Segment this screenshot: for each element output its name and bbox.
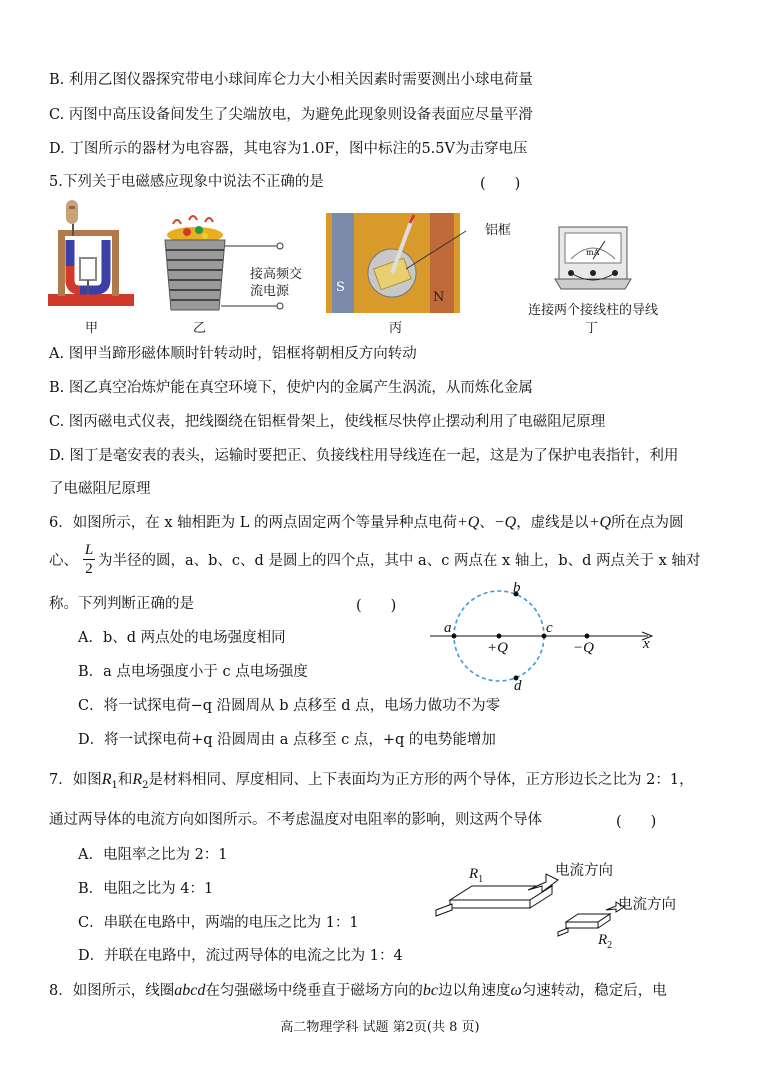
q6-charge-negative: −Q (493, 514, 517, 531)
q5-option-c: C. 图丙磁电式仪表，把线圈绕在铝框骨架上，使线框尽快停止摆动利用了电磁阻尼原理 (49, 414, 606, 430)
q5-figure-ding-meter: mA (586, 248, 600, 257)
q4-option-b: B. 利用乙图仪器探究带电小球间库仑力大小相关因素时需要测出小球电荷量 (49, 72, 533, 88)
q7-stem-text-a: 7．如图 (49, 772, 102, 788)
q7-stem-line2: 通过两导体的电流方向如图所示。不考虑温度对电阻率的影响，则这两个导体 (49, 812, 542, 828)
q6-fraction-numerator: L (84, 542, 94, 558)
q8-stem-text-c: 边以角速度 (437, 983, 511, 999)
q5-figure-ding-label: 丁 (585, 321, 599, 336)
q7-option-a: A．电阻率之比为 2：1 (78, 847, 228, 863)
q7-figure-current1: 电流方向 (555, 863, 613, 879)
q6-label-pos: +Q (487, 640, 508, 656)
q6-charge-positive: +Q (456, 514, 480, 531)
q7-figure-current2: 电流方向 (618, 897, 676, 913)
q8-omega: ω (510, 982, 522, 999)
q6-label-x: x (643, 636, 650, 652)
q6-figure (420, 585, 660, 695)
q7-answer-blank: ( ) (616, 814, 657, 830)
q6-option-a: A．b、d 两点处的电场强度相同 (78, 630, 286, 646)
q6-stem-line1 (49, 513, 684, 533)
q6-stem-text-a: 6．如图所示，在 x 轴相距为 L 的两点固定两个等量异种点电荷 (49, 515, 457, 531)
q5-option-d-line1: D. 图丁是毫安表的表头，运输时要把正、负接线柱用导线连在一起，这是为了保护电表指针，利用 (49, 448, 679, 464)
q7-figure-r2-sub: 2 (607, 940, 613, 951)
q7-r1: R (101, 771, 112, 788)
q6-stem-line3: 称。下列判断正确的是 (49, 596, 194, 612)
q6-charge-positive-center: +Q (588, 514, 612, 531)
q6-separator: 、 (479, 515, 494, 531)
q8-stem-text-d: 匀速转动，稳定后，电 (521, 983, 667, 999)
q5-figure-bing-label: 丙 (389, 321, 403, 336)
q5-figure-yi-text1: 接高频交 (250, 267, 303, 282)
q6-stem-text-c: 所在点为圆 (611, 515, 684, 531)
q5-figure-bing-s: S (336, 280, 345, 295)
q5-figure-ding (553, 223, 633, 299)
q5-option-b: B. 图乙真空冶炼炉能在真空环境下，使炉内的金属产生涡流，从而炼化金属 (49, 380, 533, 396)
q5-figure-bing-n: N (433, 290, 445, 305)
q6-label-d: d (514, 678, 522, 694)
q6-label-a: a (444, 620, 452, 636)
q7-figure-r1-letter: R (469, 866, 479, 882)
q6-stem-line2b: 为半径的圆，a、b、c、d 是圆上的四个点，其中 a、c 两点在 x 轴上，b、d 两点关于 x 轴对 (98, 553, 701, 569)
page-footer: 高二物理学科 试题 第2页(共 8 页) (280, 1020, 480, 1035)
q6-option-b: B．a 点电场强度小于 c 点电场强度 (78, 664, 308, 680)
q5-figure-jia-label: 甲 (85, 321, 99, 336)
q7-r2: R (132, 771, 143, 788)
q5-figure-ding-text: 连接两个接线柱的导线 (528, 303, 659, 318)
q6-fraction (83, 541, 95, 578)
q8-stem-text-a: 8．如图所示，线圈 (49, 983, 175, 999)
q6-stem-text-d: 心、 (49, 553, 78, 569)
q7-figure-r1-sub: 1 (478, 874, 484, 885)
q7-and: 和 (117, 772, 133, 788)
q6-label-c: c (546, 620, 553, 636)
q7-option-b: B．电阻之比为 4：1 (78, 881, 214, 897)
q7-r1-sub: 1 (111, 779, 118, 791)
q5-figure-jia (44, 196, 144, 316)
q5-answer-blank: ( ) (480, 176, 521, 192)
q8-abcd: abcd (174, 982, 206, 999)
q7-stem-line1 (49, 770, 694, 796)
q7-figure-r1 (469, 866, 483, 885)
q5-figure-yi-label: 乙 (193, 321, 207, 336)
q8-stem-line1 (49, 981, 667, 1001)
q5-option-d-line2: 了电磁阻尼原理 (49, 481, 151, 497)
q6-option-d: D．将一试探电荷+q 沿圆周由 a 点移至 c 点，+q 的电势能增加 (78, 732, 496, 748)
q6-fraction-denominator: 2 (85, 561, 93, 577)
q5-option-a: A. 图甲当蹄形磁体顺时针转动时，铝框将朝相反方向转动 (49, 346, 417, 362)
q5-figure-bing-callout: 铝框 (485, 223, 512, 238)
q6-answer-blank: ( ) (356, 598, 397, 614)
q4-option-c: C. 丙图中高压设备间发生了尖端放电，为避免此现象则设备表面应尽量平滑 (49, 107, 533, 123)
q7-figure-r2-letter: R (598, 932, 608, 948)
q6-stem-text-b: ，虚线是以 (516, 515, 589, 531)
q8-bc: bc (422, 982, 438, 999)
q7-option-c: C．串联在电路中，两端的电压之比为 1：1 (78, 915, 359, 931)
q7-option-d: D．并联在电路中，流过两导体的电流之比为 1：4 (78, 948, 403, 964)
q7-stem-text-b: 是材料相同、厚度相同、上下表面均为正方形的两个导体，正方形边长之比为 2：1， (148, 772, 694, 788)
q6-label-neg: −Q (573, 640, 594, 656)
q5-stem: 5.下列关于电磁感应现象中说法不正确的是 (49, 174, 324, 190)
q6-label-b: b (513, 580, 521, 596)
q6-option-c: C．将一试探电荷−q 沿圆周从 b 点移至 d 点，电场力做功不为零 (78, 698, 501, 714)
q7-r2-sub: 2 (142, 779, 149, 791)
q6-stem-line2 (49, 551, 78, 571)
q4-option-d: D. 丁图所示的器材为电容器，其电容为1.0F，图中标注的5.5V为击穿电压 (49, 141, 528, 157)
q8-stem-text-b: 在匀强磁场中绕垂直于磁场方向的 (205, 983, 423, 999)
q7-figure-r2 (598, 932, 612, 951)
q5-figure-yi-text2: 流电源 (250, 284, 290, 299)
